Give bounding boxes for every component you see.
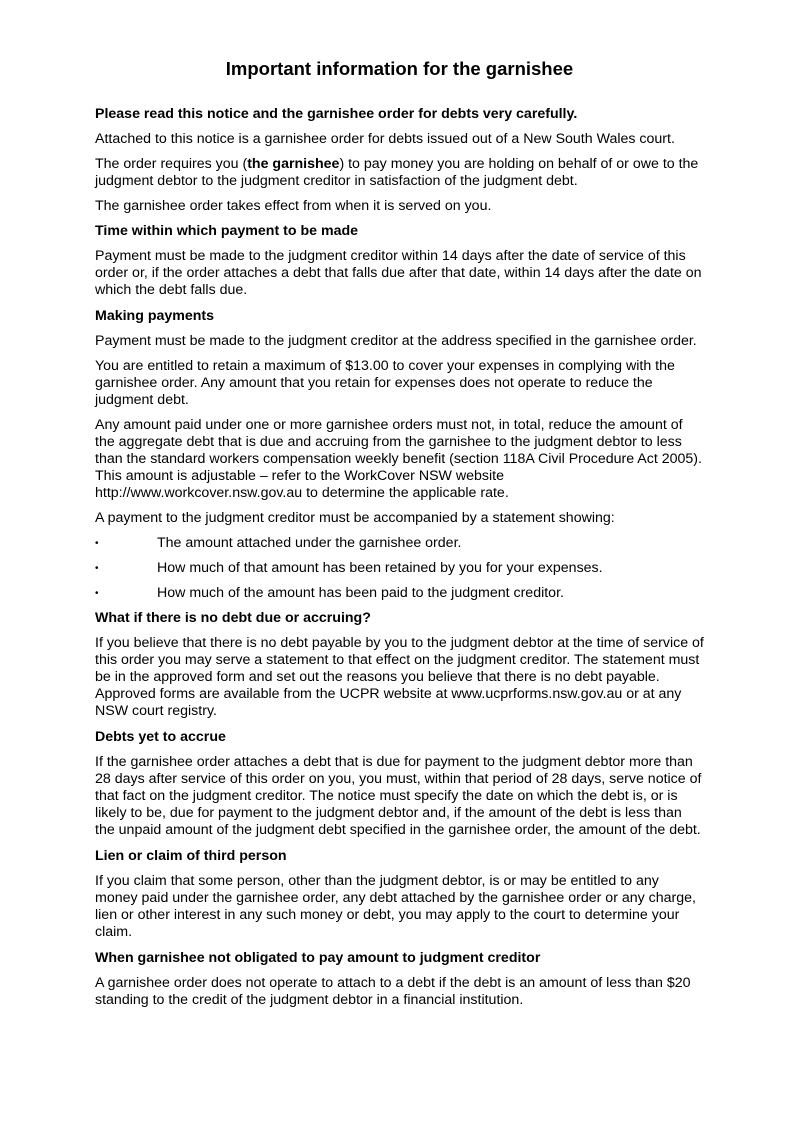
accrue-heading: Debts yet to accrue xyxy=(95,729,226,745)
lien-paragraph: If you claim that some person, other than the judgment debtor, is or may be entitled to any money paid under the garnishee order, any debt attached by the garnishee order or any charge, lien or other interest in any such money or debt, you may apply to the court to determine your claim. xyxy=(95,873,697,940)
intro-paragraph-1: Attached to this notice is a garnishee order for debts issued out of a New South Wales court. xyxy=(95,131,675,147)
lead-notice: Please read this notice and the garnishee order for debts very carefully. xyxy=(95,106,578,122)
intro-paragraph-3: The garnishee order takes effect from when it is served on you. xyxy=(95,198,492,214)
intro-p2-after: ) to pay money you are holding on behalf of or owe to the judgment debtor to the judgment creditor in satisfaction of the judgment debt. xyxy=(95,156,699,189)
time-paragraph: Payment must be made to the judgment creditor within 14 days after the date of service of this order or, if the order attaches a debt that falls due after that date, within 14 days after the date on which the debt falls due. xyxy=(95,248,702,298)
no-debt-paragraph: If you believe that there is no debt payable by you to the judgment debtor at the time of service of this order you may serve a statement to that effect on the judgment creditor. The statement must be in the approved form and set out the reasons you believe that there is no debt payable. Approved forms are available from the UCPR website at www.ucprforms.nsw.gov.au or at any NSW court registry. xyxy=(95,635,704,719)
making-paragraph-3: Any amount paid under one or more garnishee orders must not, in total, reduce the amount of the aggregate debt that is due and accruing from the garnishee to the judgment debtor to less than the standard workers compensation weekly benefit (section 118A Civil Procedure Act 2005). This amount is adjustable – refer to the WorkCover NSW website http://www.workcover.nsw.gov.au to determine the applicable rate. xyxy=(95,417,702,501)
making-paragraph-2: You are entitled to retain a maximum of $13.00 to cover your expenses in complying with the garnishee order. Any amount that you retain for expenses does not operate to reduce the judgment debt. xyxy=(95,358,675,408)
bullet-text: How much of that amount has been retained by you for your expenses. xyxy=(157,560,603,576)
list-item xyxy=(95,560,704,577)
time-heading: Time within which payment to be made xyxy=(95,223,359,239)
intro-p2-before: The order requires you ( xyxy=(95,156,248,172)
bullet-icon: • xyxy=(95,538,99,549)
no-debt-heading: What if there is no debt due or accruing? xyxy=(95,610,371,626)
bullet-text: How much of the amount has been paid to the judgment creditor. xyxy=(157,585,564,601)
intro-p2-bold: the garnishee xyxy=(247,156,340,172)
not-obligated-paragraph: A garnishee order does not operate to attach to a debt if the debt is an amount of less than $20 standing to the credit of the judgment debtor in a financial institution. xyxy=(95,975,691,1008)
not-obligated-heading: When garnishee not obligated to pay amount to judgment creditor xyxy=(95,950,541,966)
making-heading: Making payments xyxy=(95,308,215,324)
lien-heading: Lien or claim of third person xyxy=(95,848,287,864)
accrue-paragraph: If the garnishee order attaches a debt that is due for payment to the judgment debtor more than 28 days after service of this order on you, you must, within that period of 28 days, serve notice of that fact on the judgment creditor. The notice must specify the date on which the debt is, or is likely to be, due for payment to the judgment debtor and, if the amount of the debt is less than the unpaid amount of the judgment debt specified in the garnishee order, the amount of the debt. xyxy=(95,754,702,838)
intro-paragraph-2 xyxy=(95,156,704,190)
bullet-icon: • xyxy=(95,563,99,574)
statement-bullet-list xyxy=(95,535,704,602)
making-paragraph-4: A payment to the judgment creditor must be accompanied by a statement showing: xyxy=(95,510,615,526)
bullet-icon: • xyxy=(95,588,99,599)
page-title: Important information for the garnishee xyxy=(225,58,574,79)
making-paragraph-1: Payment must be made to the judgment creditor at the address specified in the garnishee order. xyxy=(95,333,697,349)
bullet-text: The amount attached under the garnishee order. xyxy=(157,535,462,551)
list-item xyxy=(95,535,704,552)
list-item xyxy=(95,585,704,602)
